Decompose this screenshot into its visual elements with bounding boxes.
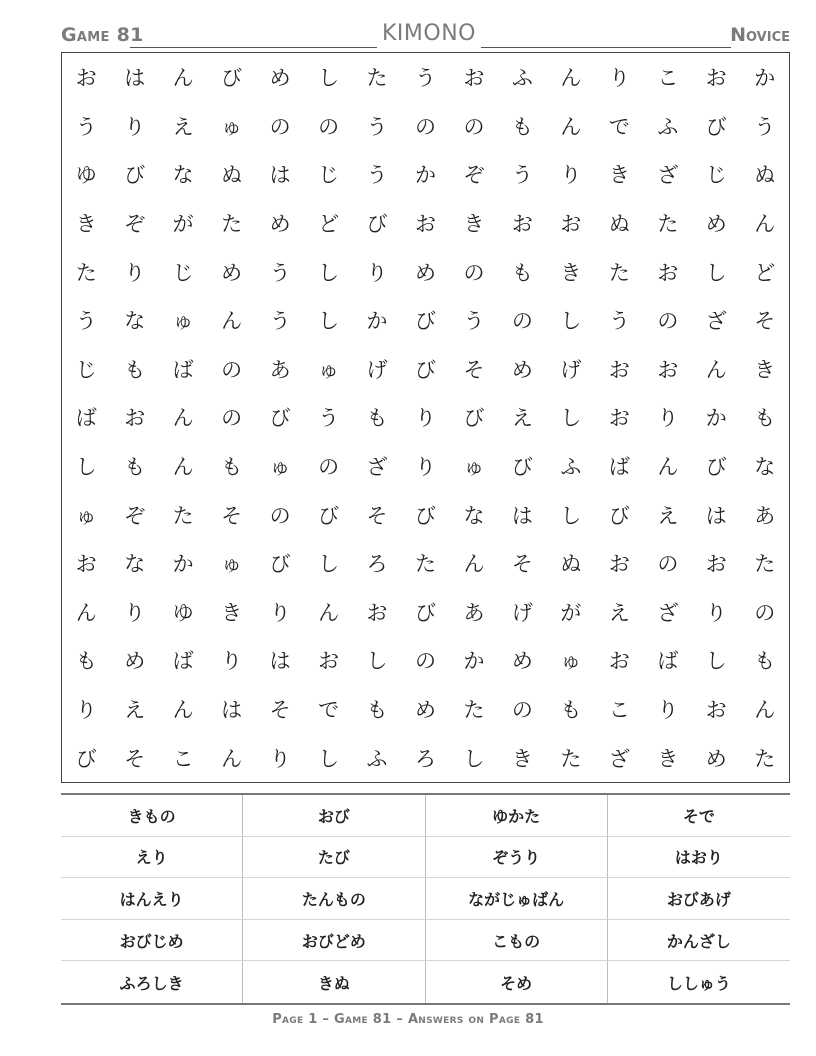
grid-cell[interactable]: た xyxy=(414,552,436,577)
grid-cell[interactable]: か xyxy=(705,406,727,431)
grid-cell[interactable]: ゅ xyxy=(560,649,582,674)
grid-cell[interactable]: も xyxy=(366,698,388,723)
grid-cell[interactable]: ん xyxy=(318,600,340,625)
grid-cell[interactable]: め xyxy=(414,260,436,285)
letter-grid xyxy=(61,52,790,783)
grid-cell[interactable]: た xyxy=(657,212,679,237)
word-list-item: ゆかた xyxy=(426,795,608,837)
grid-cell[interactable]: び xyxy=(414,600,436,625)
grid-cell[interactable]: か xyxy=(172,552,194,577)
grid-cell[interactable]: り xyxy=(269,600,291,625)
grid-cell[interactable]: か xyxy=(754,66,776,91)
header-rule-left xyxy=(130,47,377,48)
grid-cell[interactable]: び xyxy=(269,552,291,577)
grid-cell[interactable]: お xyxy=(608,649,630,674)
grid-cell[interactable]: し xyxy=(366,649,388,674)
grid-cell[interactable]: り xyxy=(221,649,243,674)
grid-cell[interactable]: り xyxy=(560,163,582,188)
grid-cell[interactable]: ん xyxy=(705,357,727,382)
grid-cell[interactable]: ふ xyxy=(366,746,388,771)
word-list-item: たんもの xyxy=(243,878,425,920)
grid-cell[interactable]: の xyxy=(511,698,533,723)
grid-cell[interactable]: ば xyxy=(172,649,194,674)
grid-cell[interactable]: め xyxy=(124,649,146,674)
grid-cell[interactable]: め xyxy=(705,746,727,771)
grid-cell[interactable]: な xyxy=(463,503,485,528)
grid-cell[interactable]: し xyxy=(705,649,727,674)
grid-cell[interactable]: か xyxy=(414,163,436,188)
grid-cell[interactable]: は xyxy=(221,698,243,723)
grid-cell[interactable]: な xyxy=(124,309,146,334)
grid-cell[interactable]: じ xyxy=(172,260,194,285)
grid-cell[interactable]: き xyxy=(560,260,582,285)
game-label: Game 81 xyxy=(61,24,144,46)
grid-cell[interactable]: は xyxy=(269,163,291,188)
grid-cell[interactable]: う xyxy=(75,309,97,334)
grid-cell[interactable]: お xyxy=(608,357,630,382)
grid-cell[interactable]: で xyxy=(608,114,630,139)
grid-cell[interactable]: の xyxy=(657,552,679,577)
grid-cell[interactable]: そ xyxy=(754,309,776,334)
grid-cell[interactable]: た xyxy=(608,260,630,285)
grid-cell[interactable]: た xyxy=(463,698,485,723)
word-list xyxy=(61,793,790,1005)
grid-cell[interactable]: ど xyxy=(318,212,340,237)
grid-cell[interactable]: ん xyxy=(560,114,582,139)
grid-cell[interactable]: お xyxy=(608,406,630,431)
grid-cell[interactable]: あ xyxy=(463,600,485,625)
grid-cell[interactable]: り xyxy=(705,600,727,625)
grid-cell[interactable]: ん xyxy=(560,66,582,91)
grid-cell[interactable]: き xyxy=(657,746,679,771)
grid-cell[interactable]: び xyxy=(463,406,485,431)
grid-cell[interactable]: か xyxy=(366,309,388,334)
grid-cell[interactable]: し xyxy=(705,260,727,285)
grid-cell[interactable]: ゆ xyxy=(172,600,194,625)
grid-cell[interactable]: の xyxy=(269,114,291,139)
grid-cell[interactable]: じ xyxy=(318,163,340,188)
grid-cell[interactable]: う xyxy=(463,309,485,334)
grid-cell[interactable]: し xyxy=(318,260,340,285)
grid-cell[interactable]: ざ xyxy=(366,455,388,480)
grid-cell[interactable]: こ xyxy=(657,66,679,91)
grid-cell[interactable]: び xyxy=(414,503,436,528)
grid-cell[interactable]: ど xyxy=(754,260,776,285)
grid-cell[interactable]: な xyxy=(124,552,146,577)
grid-cell[interactable]: め xyxy=(221,260,243,285)
grid-cell[interactable]: お xyxy=(560,212,582,237)
grid-cell[interactable]: お xyxy=(657,357,679,382)
grid-cell[interactable]: も xyxy=(124,455,146,480)
grid-cell[interactable]: り xyxy=(657,406,679,431)
grid-cell[interactable]: の xyxy=(414,649,436,674)
grid-cell[interactable]: げ xyxy=(511,600,533,625)
grid-cell[interactable]: の xyxy=(318,114,340,139)
grid-cell[interactable]: も xyxy=(124,357,146,382)
grid-cell[interactable]: り xyxy=(366,260,388,285)
grid-cell[interactable]: た xyxy=(754,552,776,577)
grid-cell[interactable]: え xyxy=(172,114,194,139)
grid-cell[interactable]: し xyxy=(75,455,97,480)
grid-cell[interactable]: ふ xyxy=(657,114,679,139)
word-list-item: そで xyxy=(608,795,790,837)
grid-cell[interactable]: も xyxy=(560,698,582,723)
grid-cell[interactable]: は xyxy=(705,503,727,528)
grid-cell[interactable]: そ xyxy=(366,503,388,528)
grid-cell[interactable]: じ xyxy=(705,163,727,188)
grid-cell[interactable]: し xyxy=(318,66,340,91)
grid-cell[interactable]: え xyxy=(657,503,679,528)
grid-cell[interactable]: ん xyxy=(463,552,485,577)
grid-cell[interactable]: た xyxy=(221,212,243,237)
grid-cell[interactable]: う xyxy=(511,163,533,188)
word-list-item: はんえり xyxy=(61,878,243,920)
word-list-item: きぬ xyxy=(243,961,425,1003)
grid-cell[interactable]: お xyxy=(75,552,97,577)
grid-cell[interactable]: り xyxy=(124,600,146,625)
word-list-item: はおり xyxy=(608,837,790,879)
header xyxy=(61,20,790,52)
grid-cell[interactable]: の xyxy=(511,309,533,334)
grid-cell[interactable]: ぞ xyxy=(463,163,485,188)
grid-cell[interactable]: び xyxy=(414,309,436,334)
grid-cell[interactable]: き xyxy=(608,163,630,188)
word-list-item: おびあげ xyxy=(608,878,790,920)
grid-cell[interactable]: り xyxy=(414,455,436,480)
grid-cell[interactable]: ん xyxy=(221,309,243,334)
grid-cell[interactable]: ゅ xyxy=(269,455,291,480)
grid-cell[interactable]: の xyxy=(657,309,679,334)
grid-cell[interactable]: び xyxy=(511,455,533,480)
grid-cell[interactable]: お xyxy=(657,260,679,285)
grid-cell[interactable]: お xyxy=(705,66,727,91)
grid-cell[interactable]: し xyxy=(560,309,582,334)
grid-cell[interactable]: び xyxy=(608,503,630,528)
grid-cell[interactable]: な xyxy=(754,455,776,480)
grid-cell[interactable]: ふ xyxy=(560,455,582,480)
grid-cell[interactable]: た xyxy=(560,746,582,771)
grid-cell[interactable]: そ xyxy=(269,698,291,723)
grid-cell[interactable]: め xyxy=(269,212,291,237)
grid-cell[interactable]: ば xyxy=(172,357,194,382)
grid-cell[interactable]: ん xyxy=(221,746,243,771)
grid-cell[interactable]: め xyxy=(269,66,291,91)
grid-cell[interactable]: ぬ xyxy=(221,163,243,188)
grid-cell[interactable]: う xyxy=(366,163,388,188)
grid-cell[interactable]: り xyxy=(124,260,146,285)
grid-cell[interactable]: ぞ xyxy=(124,503,146,528)
grid-cell[interactable]: ん xyxy=(75,600,97,625)
grid-cell[interactable]: あ xyxy=(754,503,776,528)
grid-cell[interactable]: が xyxy=(172,212,194,237)
grid-cell[interactable]: し xyxy=(318,309,340,334)
grid-cell[interactable]: そ xyxy=(221,503,243,528)
grid-cell[interactable]: き xyxy=(511,746,533,771)
grid-cell[interactable]: し xyxy=(318,746,340,771)
grid-cell[interactable]: ざ xyxy=(705,309,727,334)
word-list-item: そめ xyxy=(426,961,608,1003)
grid-cell[interactable]: び xyxy=(705,114,727,139)
grid-cell[interactable]: そ xyxy=(511,552,533,577)
grid-cell[interactable]: も xyxy=(75,649,97,674)
grid-cell[interactable]: ゅ xyxy=(221,114,243,139)
grid-cell[interactable]: り xyxy=(657,698,679,723)
grid-cell[interactable]: び xyxy=(366,212,388,237)
grid-cell[interactable]: お xyxy=(511,212,533,237)
grid-cell[interactable]: た xyxy=(75,260,97,285)
grid-cell[interactable]: た xyxy=(366,66,388,91)
grid-cell[interactable]: ん xyxy=(172,455,194,480)
grid-cell[interactable]: お xyxy=(414,212,436,237)
grid-cell[interactable]: う xyxy=(269,260,291,285)
grid-cell[interactable]: び xyxy=(75,746,97,771)
grid-cell[interactable]: た xyxy=(172,503,194,528)
grid-cell[interactable]: ぬ xyxy=(560,552,582,577)
grid-cell[interactable]: も xyxy=(754,406,776,431)
grid-cell[interactable]: こ xyxy=(608,698,630,723)
grid-cell[interactable]: ば xyxy=(608,455,630,480)
grid-cell[interactable]: あ xyxy=(269,357,291,382)
grid-cell[interactable]: ん xyxy=(172,66,194,91)
grid-cell[interactable]: の xyxy=(463,260,485,285)
grid-cell[interactable]: ん xyxy=(172,406,194,431)
grid-cell[interactable]: お xyxy=(366,600,388,625)
grid-cell[interactable]: び xyxy=(414,357,436,382)
grid-cell[interactable]: き xyxy=(75,212,97,237)
grid-cell[interactable]: う xyxy=(75,114,97,139)
grid-cell[interactable]: ぬ xyxy=(608,212,630,237)
grid-cell[interactable]: し xyxy=(560,503,582,528)
grid-cell[interactable]: も xyxy=(221,455,243,480)
grid-cell[interactable]: ば xyxy=(75,406,97,431)
grid-cell[interactable]: り xyxy=(269,746,291,771)
grid-cell[interactable]: ゅ xyxy=(75,503,97,528)
grid-cell[interactable]: の xyxy=(221,357,243,382)
grid-cell[interactable]: う xyxy=(754,114,776,139)
word-list-item: おび xyxy=(243,795,425,837)
grid-cell[interactable]: お xyxy=(318,649,340,674)
grid-cell[interactable]: り xyxy=(414,406,436,431)
grid-cell[interactable]: の xyxy=(318,455,340,480)
grid-cell[interactable]: き xyxy=(463,212,485,237)
word-list-item: えり xyxy=(61,837,243,879)
grid-cell[interactable]: ん xyxy=(754,698,776,723)
grid-cell[interactable]: え xyxy=(511,406,533,431)
grid-cell[interactable]: ぞ xyxy=(124,212,146,237)
grid-cell[interactable]: め xyxy=(511,357,533,382)
grid-cell[interactable]: か xyxy=(463,649,485,674)
word-list-item: ぞうり xyxy=(426,837,608,879)
grid-cell[interactable]: め xyxy=(705,212,727,237)
grid-cell[interactable]: ん xyxy=(657,455,679,480)
grid-cell[interactable]: お xyxy=(705,552,727,577)
grid-cell[interactable]: こ xyxy=(172,746,194,771)
grid-cell[interactable]: び xyxy=(269,406,291,431)
grid-cell[interactable]: ざ xyxy=(608,746,630,771)
grid-cell[interactable]: な xyxy=(172,163,194,188)
word-list-item: こもの xyxy=(426,920,608,962)
grid-cell[interactable]: の xyxy=(754,600,776,625)
word-list-item: たび xyxy=(243,837,425,879)
grid-cell[interactable]: り xyxy=(608,66,630,91)
grid-cell[interactable]: ざ xyxy=(657,600,679,625)
page-footer: Page 1 – Game 81 – Answers on Page 81 xyxy=(272,1012,544,1027)
grid-cell[interactable]: お xyxy=(124,406,146,431)
grid-cell[interactable]: お xyxy=(463,66,485,91)
grid-cell[interactable]: お xyxy=(608,552,630,577)
grid-cell[interactable]: も xyxy=(366,406,388,431)
grid-cell[interactable]: ゅ xyxy=(318,357,340,382)
grid-cell[interactable]: き xyxy=(754,357,776,382)
grid-cell[interactable]: き xyxy=(221,600,243,625)
grid-cell[interactable]: の xyxy=(269,503,291,528)
grid-cell[interactable]: め xyxy=(511,649,533,674)
grid-cell[interactable]: ぬ xyxy=(754,163,776,188)
word-list-item: かんざし xyxy=(608,920,790,962)
grid-cell[interactable]: の xyxy=(414,114,436,139)
grid-cell[interactable]: お xyxy=(705,698,727,723)
grid-cell[interactable]: そ xyxy=(124,746,146,771)
word-list-item: ししゅう xyxy=(666,973,731,993)
grid-cell[interactable]: の xyxy=(463,114,485,139)
grid-cell[interactable]: ん xyxy=(172,698,194,723)
grid-cell[interactable]: ゅ xyxy=(172,309,194,334)
grid-cell[interactable]: で xyxy=(318,698,340,723)
grid-cell[interactable]: ん xyxy=(754,212,776,237)
grid-cell[interactable]: ざ xyxy=(657,163,679,188)
grid-cell[interactable]: う xyxy=(366,114,388,139)
word-list-item: きもの xyxy=(61,795,243,837)
grid-cell[interactable]: め xyxy=(414,698,436,723)
grid-cell[interactable]: う xyxy=(608,309,630,334)
grid-cell[interactable]: し xyxy=(560,406,582,431)
grid-cell[interactable]: は xyxy=(124,66,146,91)
grid-cell[interactable]: も xyxy=(511,260,533,285)
grid-cell[interactable]: う xyxy=(269,309,291,334)
grid-cell[interactable]: ゅ xyxy=(221,552,243,577)
grid-cell[interactable]: げ xyxy=(560,357,582,382)
grid-cell[interactable]: び xyxy=(221,66,243,91)
grid-cell[interactable]: ゅ xyxy=(463,455,485,480)
grid-cell[interactable]: し xyxy=(463,746,485,771)
word-list-item: ふろしき xyxy=(61,961,243,1003)
grid-cell[interactable]: う xyxy=(318,406,340,431)
grid-cell[interactable]: ば xyxy=(657,649,679,674)
header-rule-right xyxy=(481,47,731,48)
grid-cell[interactable]: び xyxy=(124,163,146,188)
grid-cell[interactable]: の xyxy=(221,406,243,431)
difficulty-level: Novice xyxy=(730,24,790,46)
grid-cell[interactable]: う xyxy=(414,66,436,91)
puzzle-title: KIMONO xyxy=(382,21,476,46)
grid-cell[interactable]: り xyxy=(75,698,97,723)
grid-cell[interactable]: ろ xyxy=(414,746,436,771)
grid-cell[interactable]: は xyxy=(269,649,291,674)
grid-cell[interactable]: し xyxy=(318,552,340,577)
grid-cell[interactable]: そ xyxy=(463,357,485,382)
word-list-item: おびじめ xyxy=(61,920,243,962)
grid-cell[interactable]: え xyxy=(124,698,146,723)
grid-cell[interactable]: じ xyxy=(75,357,97,382)
grid-cell[interactable]: ろ xyxy=(366,552,388,577)
grid-cell[interactable]: ふ xyxy=(511,66,533,91)
grid-cell[interactable]: も xyxy=(511,114,533,139)
grid-cell[interactable]: げ xyxy=(366,357,388,382)
grid-cell[interactable]: も xyxy=(754,649,776,674)
grid-cell[interactable]: お xyxy=(75,66,97,91)
word-list-item: おびどめ xyxy=(243,920,425,962)
word-list-item: ながじゅばん xyxy=(426,878,608,920)
grid-cell[interactable]: ゆ xyxy=(75,163,97,188)
grid-cell[interactable]: え xyxy=(608,600,630,625)
grid-cell[interactable]: び xyxy=(705,455,727,480)
grid-cell[interactable]: た xyxy=(754,746,776,771)
grid-cell[interactable]: が xyxy=(560,600,582,625)
grid-cell[interactable]: は xyxy=(511,503,533,528)
grid-cell[interactable]: り xyxy=(124,114,146,139)
grid-cell[interactable]: び xyxy=(318,503,340,528)
